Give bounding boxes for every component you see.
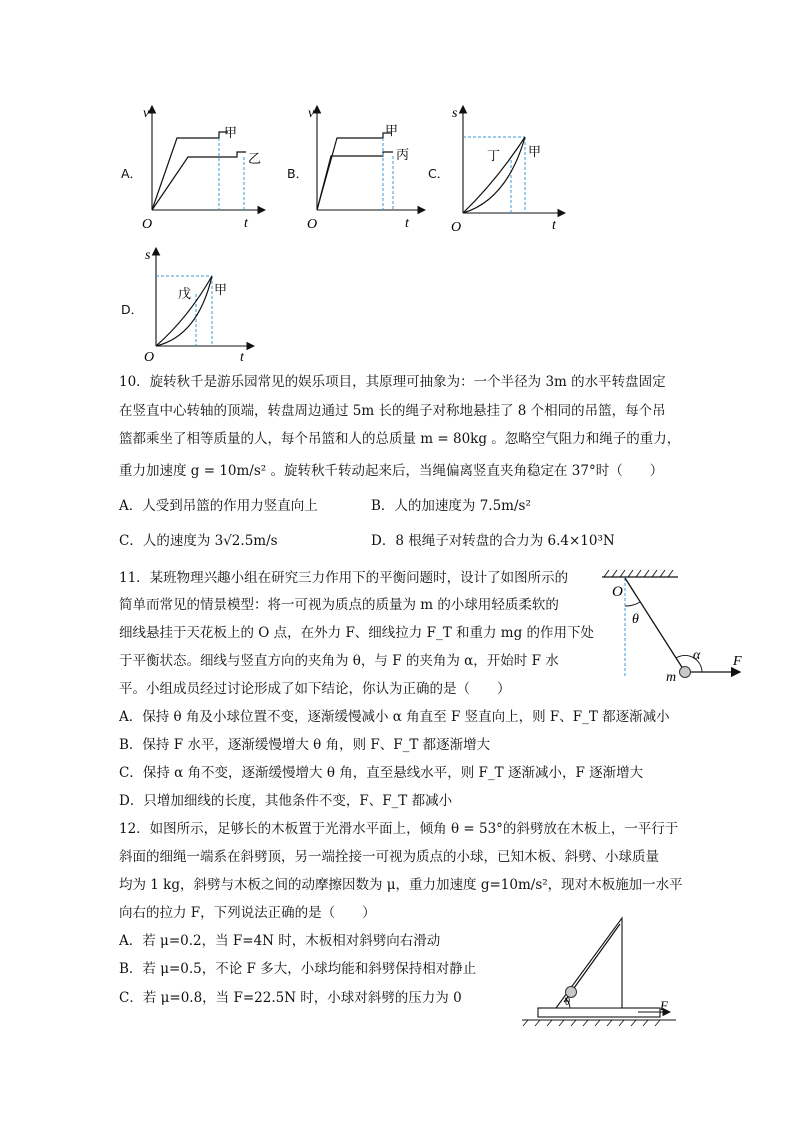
q12-line-2: 斜面的细绳一端系在斜劈顶，另一端拴接一可视为质点的小球，已知木板、斜劈、小球质量 [119, 849, 659, 865]
fig-point-label: O [612, 584, 623, 600]
q11-line-5: 平。小组成员经过讨论形成了如下结论，你认为正确的是（ ） [119, 681, 511, 697]
q9-graph-b [305, 100, 435, 235]
q11-line-2: 简单而常见的情景模型：将一可视为质点的质量为 m 的小球用轻质柔软的 [119, 597, 559, 613]
origin-label: O [142, 217, 153, 232]
q9-option-a-label: A． [121, 166, 143, 181]
q12-figure [520, 912, 680, 1030]
q11-figure [590, 568, 755, 688]
q9-option-c-label: C． [428, 166, 450, 181]
origin-label: O [144, 350, 155, 365]
q10-line-4: 重力加速度 g = 10m/s² 。旋转秋千转动起来后，当绳偏离竖直夹角稳定在 37°时（ ） [119, 463, 664, 479]
q9-graph-c [447, 100, 572, 235]
q9-graph-d [140, 242, 265, 367]
origin-label: O [451, 220, 462, 235]
q10-line-3: 篮都乘坐了相等质量的人，每个吊篮和人的总质量 m = 80kg 。忽略空气阻力和绳子的重力， [119, 431, 681, 447]
curve-label: 丙 [396, 147, 410, 162]
q9-option-d-label: D． [121, 302, 144, 317]
q10-line-1: 10．旋转秋千是游乐园常见的娱乐项目，其原理可抽象为：一个半径为 3m 的水平转盘固定 [119, 374, 666, 390]
q12-option-b: B．若 μ=0.5，不论 F 多大，小球均能和斜劈保持相对静止 [119, 961, 477, 977]
q12-line-3: 均为 1 kg，斜劈与木板之间的动摩擦因数为 μ，重力加速度 g=10m/s²，现对木板施加一水平 [119, 877, 683, 893]
q10-option-b: B．人的加速度为 7.5m/s² [371, 498, 531, 514]
q11-option-b: B．保持 F 水平，逐渐缓慢增大 θ 角，则 F、F_T 都逐渐增大 [119, 737, 491, 753]
curve-label: 甲 [385, 123, 399, 138]
q10-line-2: 在竖直中心转轴的顶端，转盘周边通过 5m 长的绳子对称地悬挂了 8 个相同的吊篮，每个吊 [119, 403, 666, 419]
q11-line-1: 11．某班物理兴趣小组在研究三力作用下的平衡问题时，设计了如图所示的 [119, 570, 569, 586]
curve-jia [152, 132, 228, 210]
q11-line-3: 细线悬挂于天花板上的 O 点，在外力 F、细线拉力 F_T 和重力 mg 的作用下处 [119, 625, 595, 641]
q9-option-b-label: B． [287, 166, 309, 181]
fig-force-label: F [733, 654, 742, 669]
q11-option-a: A．保持 θ 角及小球位置不变，逐渐缓慢减小 α 角直至 F 竖直向上，则 F、F_T 都逐渐减小 [119, 709, 670, 725]
fig-mass-label: m [666, 670, 677, 685]
q10-option-a: A．人受到吊篮的作用力竖直向上 [119, 498, 318, 514]
axis-y-label: s [145, 248, 151, 263]
origin-label: O [307, 217, 318, 232]
curve-label: 丁 [487, 148, 501, 163]
q11-line-4: 于平衡状态。细线与竖直方向的夹角为 θ，与 F 的夹角为 α，开始时 F 水 [119, 653, 559, 669]
q10-option-c: C．人的速度为 3√2.5m/s [119, 533, 278, 549]
curve-label: 甲 [224, 125, 238, 140]
q11-option-d: D．只增加细线的长度，其他条件不变，F、F_T 都减小 [119, 793, 453, 809]
q12-line-4: 向右的拉力 F，下列说法正确的是（ ） [119, 905, 376, 921]
curve-label: 甲 [528, 144, 542, 159]
curve-label: 甲 [214, 282, 228, 297]
curve-label: 乙 [248, 151, 262, 166]
q9-graph-a [140, 100, 275, 235]
q12-option-a: A．若 μ=0.2，当 F=4N 时，木板相对斜劈向右滑动 [119, 933, 441, 949]
axis-y-label: v [308, 106, 315, 121]
axis-y-label: v [143, 106, 150, 121]
fig-angle-theta: θ [565, 997, 570, 1008]
curve-label: 戊 [178, 286, 192, 301]
axis-x-label: t [244, 216, 248, 231]
q12-option-c: C．若 μ=0.8，当 F=22.5N 时，小球对斜劈的压力为 0 [119, 990, 462, 1006]
q11-option-c: C．保持 α 角不变，逐渐缓慢增大 θ 角，直至悬线水平，则 F_T 逐渐减小，F 逐渐增大 [119, 765, 644, 781]
curve-yi [152, 152, 246, 210]
fig-force-label: F [660, 998, 668, 1013]
q12-line-1: 12．如图所示，足够长的木板置于光滑水平面上，倾角 θ = 53°的斜劈放在木板上，一平行于 [119, 821, 679, 837]
q10-option-d: D．8 根绳子对转盘的合力为 6.4×10³N [371, 533, 615, 549]
axis-x-label: t [240, 350, 244, 365]
fig-angle-alpha: α [693, 648, 701, 663]
axis-x-label: t [552, 218, 556, 233]
axis-y-label: s [452, 106, 458, 121]
axis-x-label: t [405, 216, 409, 231]
fig-angle-theta: θ [632, 612, 639, 627]
